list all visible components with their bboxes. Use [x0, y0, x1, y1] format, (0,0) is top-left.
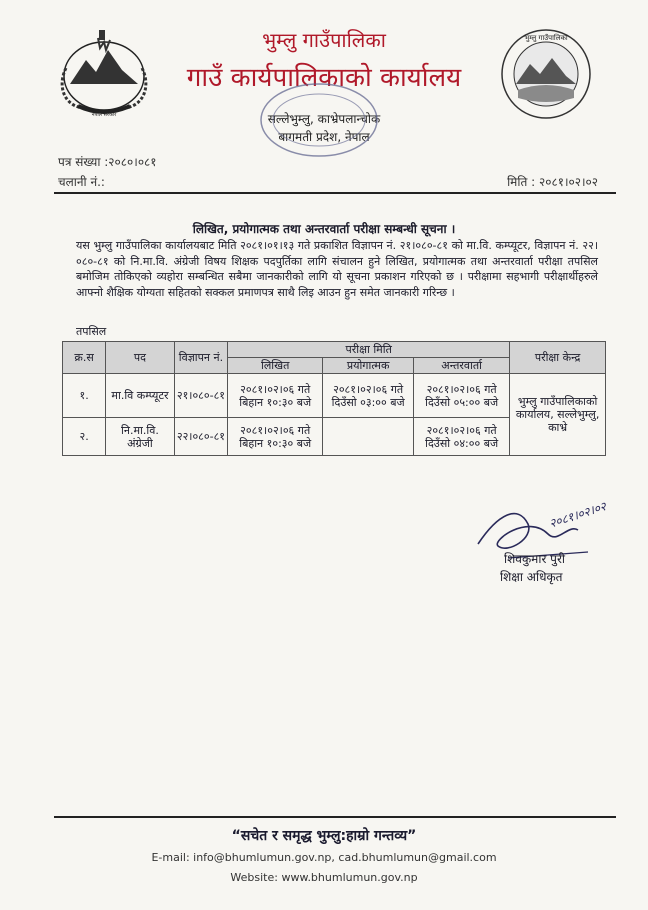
cell-practical [323, 418, 414, 456]
col-interview: अन्तरवार्ता [414, 358, 510, 374]
cell-sn: २. [63, 418, 106, 456]
cell-written: २०८१।०२।०६ गते बिहान १०:३० बजे [228, 418, 323, 456]
cell-practical: २०८१।०२।०६ गते दिउँसो ०३:०० बजे [323, 374, 414, 418]
col-ad-no: विज्ञापन नं. [174, 342, 227, 374]
cell-ad-no: २२।०८०-८१ [174, 418, 227, 456]
address-line1: सल्लेभुम्लु, काभ्रेपलान्चोक [267, 112, 381, 126]
schedule-label: तपसिल [76, 325, 107, 338]
exam-schedule-table [62, 341, 606, 456]
col-sn: क्र.स [63, 342, 106, 374]
footer-motto: “सचेत र समृद्ध भुम्लु:हाम्रो गन्तव्य” [231, 828, 417, 844]
handwritten-date: २०८१।०२।०२ [547, 499, 608, 531]
dispatch-number: चलानी नं.: [58, 175, 105, 189]
reference-number: पत्र संख्या :२०८०।०८१ [58, 155, 157, 169]
table-row [63, 374, 606, 418]
cell-post: मा.वि कम्प्यूटर [106, 374, 175, 418]
office-stamp-icon [254, 80, 384, 160]
org-name: भुम्लु गाउँपालिका [262, 28, 386, 52]
footer-website: Website: www.bhumlumun.gov.np [230, 871, 418, 884]
notice-body: यस भुम्लु गाउँपालिका कार्यालयबाट मिति २०८१।०१।१३ गते प्रकाशित विज्ञापन नं. २१।०८०-८१ को मा.वि. कम्प्यूटर, विज्ञापन नं. २२।०८०-८१ को नि.मा.वि. अंग्रेजी विषय शिक्षक पदपुर्तिका लागि संचालन हुने लिखित, प्रयोगात्मक तथा अन्तरवार्ता परीक्षा तपसिल बमोजिम तोकिएको व्यहोरा सम्बन्धित सबैमा जानकारीको लागि यो सूचना प्रकाशन गरिएको छ । परीक्षामा सहभागी परीक्षार्थीहरुले आफ्नो शैक्षिक योग्यता सहितको सक्कल प्रमाणपत्र साथै लिइ आउन हुन समेत जानकारी गरिन्छ । [76, 239, 598, 299]
cell-sn: १. [63, 374, 106, 418]
cell-interview: २०८१।०२।०६ गते दिउँसो ०४:०० बजे [414, 418, 510, 456]
cell-ad-no: २१।०८०-८१ [174, 374, 227, 418]
header-divider [54, 192, 616, 194]
footer-divider [54, 816, 616, 818]
col-written: लिखित [228, 358, 323, 374]
col-center: परीक्षा केन्द्र [510, 342, 606, 374]
notice-subject: लिखित, प्रयोगात्मक तथा अन्तरवार्ता परीक्षा सम्बन्धी सूचना । [192, 222, 456, 236]
office-title: गाउँ कार्यपालिकाको कार्यालय [186, 63, 462, 93]
emblem-text: नेपाल सरकार [91, 112, 117, 118]
footer-email: E-mail: info@bhumlumun.gov.np, cad.bhumlumun@gmail.com [151, 851, 497, 864]
col-post: पद [106, 342, 175, 374]
signatory-name: शिवकुमार पुरी [504, 552, 565, 566]
col-practical: प्रयोगात्मक [323, 358, 414, 374]
cell-post: नि.मा.वि. अंग्रेजी [106, 418, 175, 456]
signatory-title: शिक्षा अधिकृत [500, 570, 563, 584]
cell-center: भुम्लु गाउँपालिकाको कार्यालय, सल्लेभुम्लु, काभ्रे [510, 374, 606, 456]
cell-interview: २०८१।०२।०६ गते दिउँसो ०५:०० बजे [414, 374, 510, 418]
col-exam-date: परीक्षा मिति [228, 342, 510, 358]
cell-written: २०८१।०२।०६ गते बिहान १०:३० बजे [228, 374, 323, 418]
letter-date: मिति : २०८१।०२।०२ [507, 175, 598, 189]
address-line2: बागमती प्रदेश, नेपाल [278, 130, 370, 144]
logo-text: भुम्लु गाउँपालिका [524, 34, 568, 42]
